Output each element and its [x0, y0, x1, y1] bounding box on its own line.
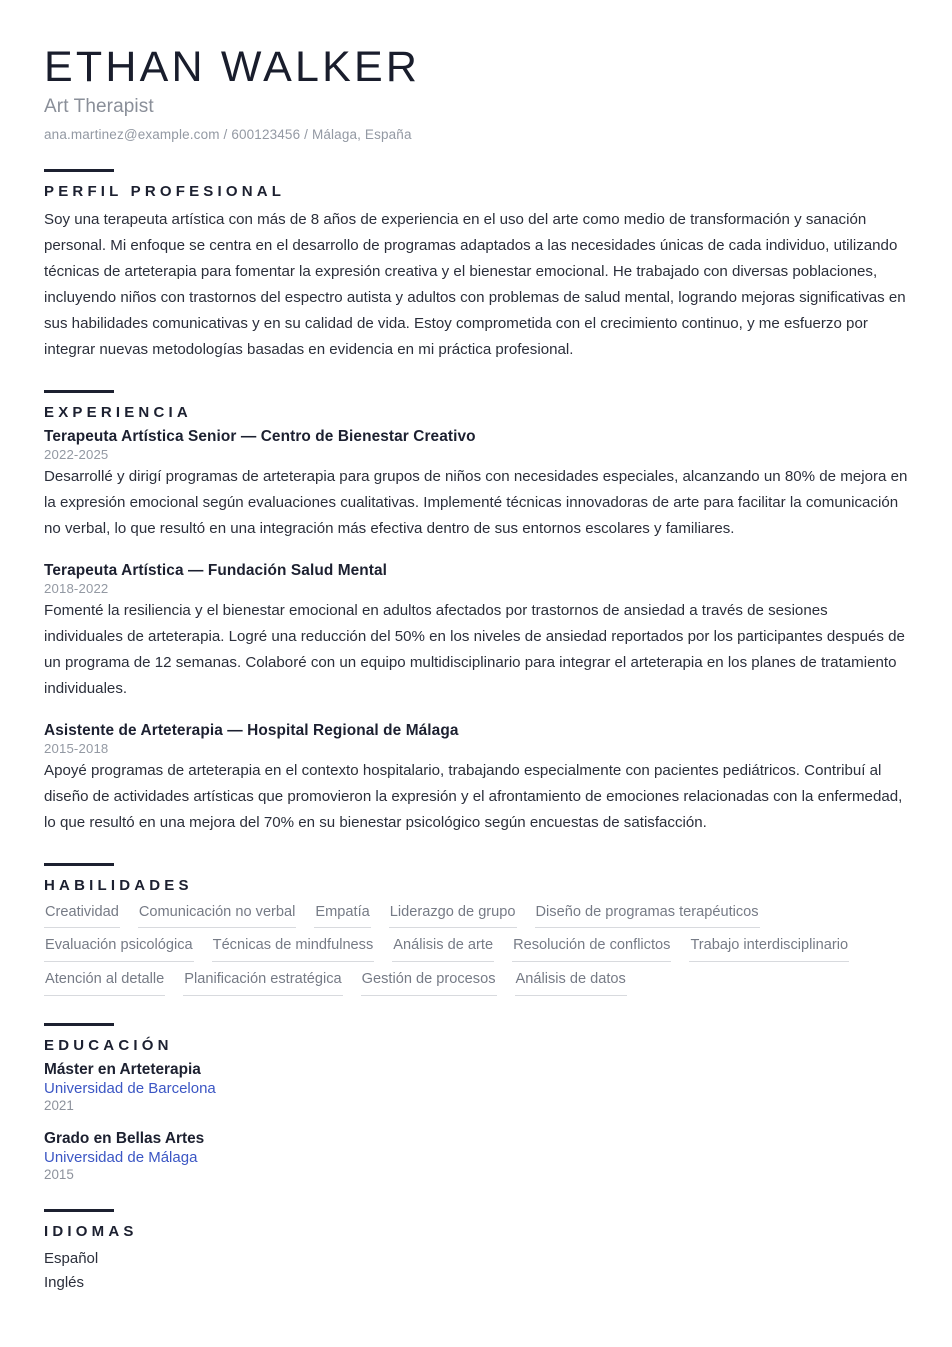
experience-description: Desarrollé y dirigí programas de arteterapia para grupos de niños con necesidades especiales, alcanzando un 80% de mejora en la expresión emocional según evaluaciones cualitativas. Implementé técnicas innovadoras de arte para facilitar la comunicación no verbal, lo que resultó en una integración más efectiva dentro de sus entornos escolares y familiares.	[44, 468, 908, 538]
section-skills	[44, 863, 908, 996]
experience-dates: 2018-2022	[44, 581, 109, 597]
education-degree: Grado en Bellas Artes	[44, 1129, 205, 1147]
experience-dates: 2015-2018	[44, 740, 109, 756]
skill-chip: Empatía	[314, 901, 370, 929]
skill-chip: Comunicación no verbal	[138, 901, 297, 929]
skill-chip: Creatividad	[44, 901, 120, 929]
skill-chip: Trabajo interdisciplinario	[689, 934, 849, 962]
section-title-languages: IDIOMAS	[44, 1222, 138, 1240]
education-item	[44, 1061, 908, 1113]
language-item: Español	[44, 1249, 99, 1267]
section-title-experience: EXPERIENCIA	[44, 404, 192, 422]
experience-heading: Terapeuta Artística Senior — Centro de Bienestar Creativo	[44, 428, 476, 446]
section-languages	[44, 1209, 908, 1296]
section-rule	[44, 169, 114, 172]
skill-chip: Atención al detalle	[44, 968, 165, 996]
skill-chip: Resolución de conflictos	[512, 934, 671, 962]
section-rule	[44, 1209, 114, 1212]
section-experience	[44, 390, 908, 836]
section-profile	[44, 169, 908, 363]
experience-heading: Asistente de Arteterapia — Hospital Regional de Málaga	[44, 721, 459, 739]
candidate-job-title: Art Therapist	[44, 96, 154, 118]
section-title-education: EDUCACIÓN	[44, 1036, 173, 1054]
education-year: 2015	[44, 1166, 74, 1182]
skill-chip: Técnicas de mindfulness	[212, 934, 375, 962]
skill-chip: Evaluación psicológica	[44, 934, 194, 962]
education-item	[44, 1130, 908, 1182]
language-item: Inglés	[44, 1274, 85, 1292]
experience-item	[44, 428, 908, 542]
skill-chip: Diseño de programas terapéuticos	[535, 901, 760, 929]
skill-chip: Análisis de datos	[515, 968, 627, 996]
skills-list	[44, 901, 908, 996]
experience-dates: 2022-2025	[44, 447, 109, 463]
section-title-profile: PERFIL PROFESIONAL	[44, 183, 286, 201]
education-school-link[interactable]: Universidad de Málaga	[44, 1148, 198, 1166]
skill-chip: Análisis de arte	[392, 934, 494, 962]
skill-chip: Planificación estratégica	[183, 968, 342, 996]
resume-header	[44, 44, 908, 142]
education-year: 2021	[44, 1097, 74, 1113]
section-rule	[44, 390, 114, 393]
section-rule	[44, 1023, 114, 1026]
experience-heading: Terapeuta Artística — Fundación Salud Mental	[44, 562, 388, 580]
section-rule	[44, 863, 114, 866]
experience-item	[44, 562, 908, 702]
candidate-name: ETHAN WALKER	[44, 43, 421, 91]
section-title-skills: HABILIDADES	[44, 876, 193, 894]
skill-chip: Liderazgo de grupo	[389, 901, 517, 929]
contact-line: ana.martinez@example.com / 600123456 / Málaga, España	[44, 127, 412, 143]
education-school-link[interactable]: Universidad de Barcelona	[44, 1079, 216, 1097]
profile-text: Soy una terapeuta artística con más de 8 años de experiencia en el uso del arte como medio de transformación y sanación personal. Mi enfoque se centra en el desarrollo de programas adaptados a las necesidades únicas de cada individuo, utilizando técnicas de arteterapia para fomentar la expresión creativa y el bienestar emocional. He trabajado con diversas poblaciones, incluyendo niños con trastornos del espectro autista y adultos con problemas de salud mental, logrando mejoras significativas en sus habilidades comunicativas y en su calidad de vida. Estoy comprometida con el crecimiento continuo, y me esfuerzo por integrar nuevas metodologías basadas en evidencia en mi práctica profesional.	[44, 211, 906, 359]
experience-description: Fomenté la resiliencia y el bienestar emocional en adultos afectados por trastornos de ansiedad a través de sesiones individuales de arteterapia. Logré una reducción del 50% en los niveles de ansiedad reportados por los participantes después de un programa de 12 semanas. Colaboré con un equipo multidisciplinario para integrar el arteterapia en los planes de tratamiento individuales.	[44, 602, 905, 697]
experience-item	[44, 722, 908, 836]
skill-chip: Gestión de procesos	[361, 968, 497, 996]
education-degree: Máster en Arteterapia	[44, 1060, 201, 1078]
experience-description: Apoyé programas de arteterapia en el contexto hospitalario, trabajando especialmente con pacientes pediátricos. Contribuí al diseño de actividades artísticas que promovieron la expresión y el afrontamiento de emociones relacionadas con la enfermedad, lo que resultó en una mejora del 70% en su bienestar psicológico según encuestas de satisfacción.	[44, 761, 903, 831]
section-education	[44, 1023, 908, 1182]
